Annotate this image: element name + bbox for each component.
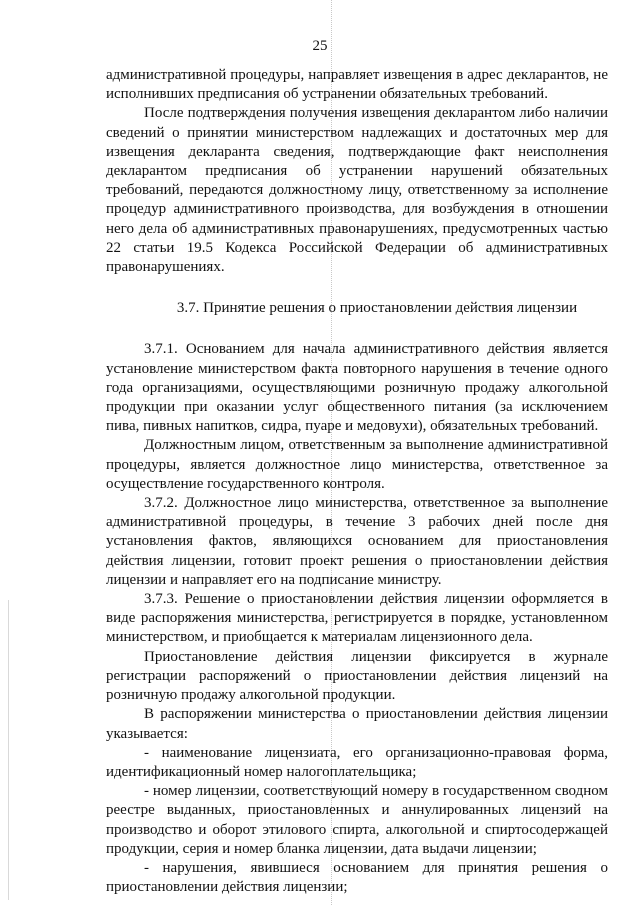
list-item: - наименование лицензиата, его организационно-правовая форма, идентификационный номер налогоплательщика; bbox=[106, 744, 608, 780]
paragraph: 3.7.3. Решение о приостановлении действия лицензии оформляется в виде распоряжения министерства, регистрируется в порядке, установленном министерством, и приобщается к материалам лицензионного дела. bbox=[106, 591, 608, 646]
scan-edge-line bbox=[8, 600, 9, 900]
document-body bbox=[106, 66, 608, 897]
list-item: - номер лицензии, соответствующий номеру в государственном сводном реестре выданных, приостановленных и аннулированных лицензий на производство и оборот этилового спирта, алкогольной и спиртосодержащей продукции, серия и номер бланка лицензии, дата выдачи лицензии; bbox=[106, 783, 608, 857]
page-number: 25 bbox=[312, 38, 328, 54]
paragraph: Должностным лицом, ответственным за выполнение административной процедуры, является должностное лицо министерства, ответственное за осуществление государственного контроля. bbox=[106, 437, 608, 492]
paragraph: 3.7.2. Должностное лицо министерства, ответственное за выполнение административной процедуры, в течение 3 рабочих дней после дня установления фактов, являющихся основанием для приостановления действия лицензии, готовит проект решения о приостановлении действия лицензии и направляет его на подписание министру. bbox=[106, 495, 608, 588]
paragraph: В распоряжении министерства о приостановлении действия лицензии указывается: bbox=[106, 706, 608, 742]
paragraph: После подтверждения получения извещения декларантом либо наличии сведений о принятии министерством надлежащих и достаточных мер для извещения декларанта сведения, подтверждающие факт неисполнения декларантом предписания об устранении нарушений обязательных требований, передаются должностному лицу, ответственному за исполнение процедур административного производства, для возбуждения в отношении него дела об административных правонарушениях, предусмотренных частью 22 статьи 19.5 Кодекса Российской Федерации об административных правонарушениях. bbox=[106, 105, 608, 276]
paragraph: административной процедуры, направляет извещения в адрес декларантов, не исполнивших предписания об устранении обязательных требований. bbox=[106, 67, 608, 103]
paragraph: Приостановление действия лицензии фиксируется в журнале регистрации распоряжений о приостановлении действия лицензий на розничную продажу алкогольной продукции. bbox=[106, 648, 608, 704]
section-heading: 3.7. Принятие решения о приостановлении действия лицензии bbox=[176, 300, 578, 317]
paragraph: 3.7.1. Основанием для начала административного действия является установление министерством факта повторного нарушения в течение одного года организациями, осуществляющими розничную продажу алкогольной продукции при оказании услуг общественного питания (за исключением пива, пивных напитков, сидра, пуаре и медовухи), обязательных требований. bbox=[106, 341, 608, 435]
list-item: - нарушения, явившиеся основанием для принятия решения о приостановлении действия лицензии; bbox=[106, 859, 608, 896]
